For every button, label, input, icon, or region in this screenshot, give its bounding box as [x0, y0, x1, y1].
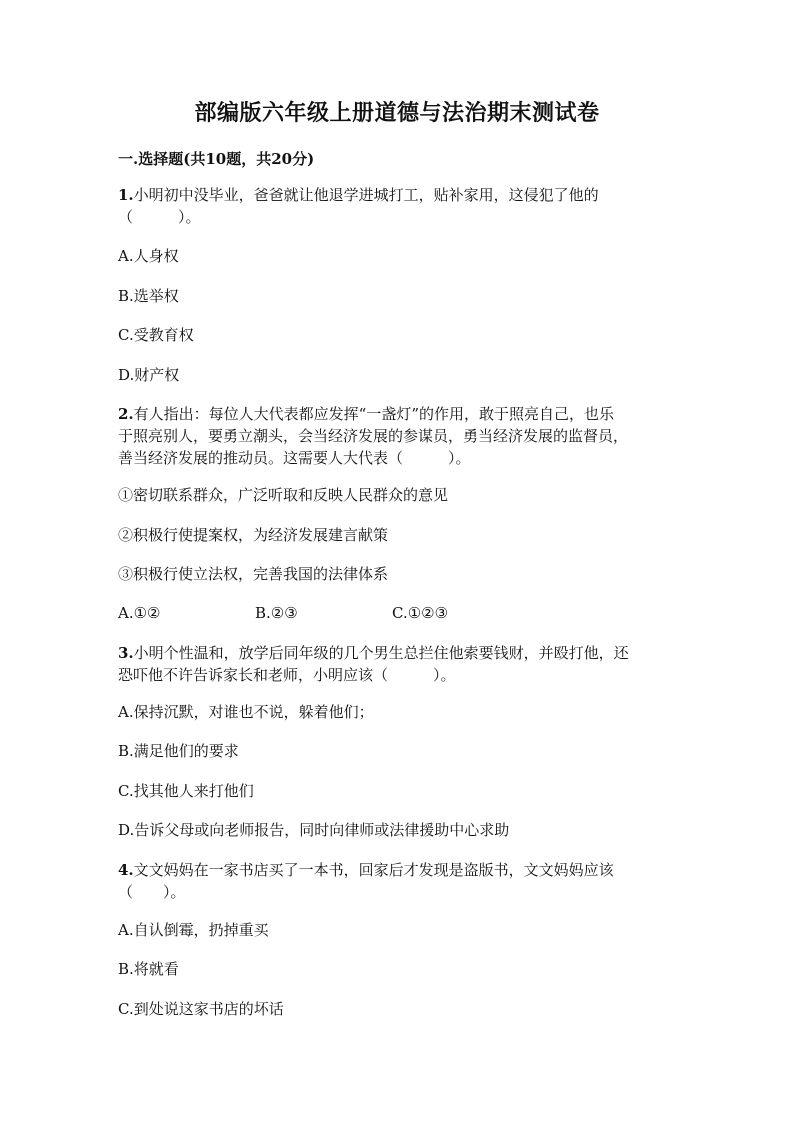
question-3-stem-line-1 — [118, 642, 629, 664]
question-2-statement-2: ②积极行使提案权，为经济发展建言献策 — [118, 526, 389, 544]
question-2-stem-line-3: 善当经济发展的推动员。这需要人大代表（ ）。 — [118, 449, 471, 467]
section-heading: 一.选择题(共10题，共20分) — [118, 150, 315, 168]
question-2-stem-line-2: 于照亮别人，要勇立潮头，会当经济发展的参谋员，勇当经济发展的监督员， — [118, 427, 629, 445]
question-3-option-b: B.满足他们的要求 — [118, 742, 239, 760]
question-1-stem-line-1 — [118, 184, 599, 206]
question-4-option-a: A.自认倒霉，扔掉重买 — [118, 921, 269, 939]
question-2-option-b: B.②③ — [255, 604, 298, 622]
question-1-option-d: D.财产权 — [118, 366, 180, 384]
question-3-option-c: C.找其他人来打他们 — [118, 782, 254, 800]
question-1-stem-text: 小明初中没毕业，爸爸就让他退学进城打工，贴补家用，这侵犯了他的 — [133, 186, 599, 204]
question-3-option-d: D.告诉父母或向老师报告，同时向律师或法律援助中心求助 — [118, 821, 510, 839]
question-4-stem-line-2: （ ）。 — [118, 883, 186, 901]
question-2-stem-text: 有人指出：每位人大代表都应发挥“一盏灯”的作用，敢于照亮自己，也乐 — [133, 405, 615, 423]
question-4-number: 4. — [118, 861, 134, 879]
question-3-number: 3. — [118, 644, 134, 662]
question-4-stem-line-1 — [118, 859, 614, 881]
question-2-stem-line-1 — [118, 403, 614, 425]
question-4-stem-text: 文文妈妈在一家书店买了一本书，回家后才发现是盗版书，文文妈妈应该 — [133, 861, 614, 879]
question-3-option-a: A.保持沉默，对谁也不说，躲着他们； — [118, 703, 374, 721]
question-1-option-c: C.受教育权 — [118, 326, 194, 344]
question-4-option-c: C.到处说这家书店的坏话 — [118, 1000, 284, 1018]
question-1-stem-line-2: （ ）。 — [118, 208, 201, 226]
question-2-options-row — [118, 602, 518, 624]
question-4-option-b: B.将就看 — [118, 960, 179, 978]
question-3-stem-text: 小明个性温和，放学后同年级的几个男生总拦住他索要钱财，并殴打他，还 — [133, 644, 629, 662]
question-1-number: 1. — [118, 186, 134, 204]
question-2-option-c: C.①②③ — [392, 604, 449, 622]
question-1-option-b: B.选举权 — [118, 287, 179, 305]
question-2-statement-1: ①密切联系群众，广泛听取和反映人民群众的意见 — [118, 486, 449, 504]
question-2-statement-3: ③积极行使立法权，完善我国的法律体系 — [118, 565, 389, 583]
question-3-stem-line-2: 恐吓他不许告诉家长和老师，小明应该（ ）。 — [118, 666, 456, 684]
page-title: 部编版六年级上册道德与法治期末测试卷 — [194, 100, 600, 126]
question-2-number: 2. — [118, 405, 134, 423]
question-2-option-a: A.①② — [118, 604, 161, 622]
question-1-option-a: A.人身权 — [118, 247, 179, 265]
